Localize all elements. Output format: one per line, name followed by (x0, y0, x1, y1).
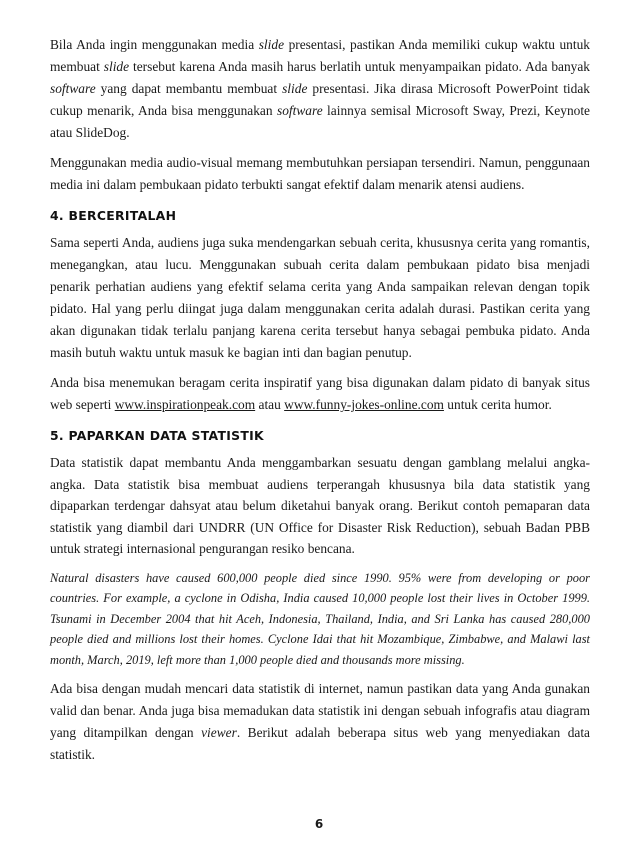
italic-term: slide (282, 81, 308, 96)
paragraph-statistics: Data statistik dapat membantu Anda menggambarkan sesuatu dengan gamblang melalui angka-angka. Data statistik bisa membuat audiens terperangah khususnya bila data statistik yang dipaparkan terdengar dahsyat atau belum diketahui banyak orang. Berikut contoh pemaparan data statistik yang diambil dari UNDRR (UN Office for Disaster Risk Reduction), sebuah Badan PBB untuk strategi internasional pengurangan resiko bencana. (50, 455, 590, 556)
italic-term: software (277, 103, 323, 118)
paragraph-statistics-sources (50, 678, 590, 766)
statistics-quote: Natural disasters have caused 600,000 people died since 1990. 95% were from developing or poor countries. For example, a cyclone in Odisha, India caused 10,000 people lost their lives in October 1999. Tsunami in December 2004 that hit Aceh, Indonesia, Thailand, India, and Sri Lanka has caused 280,000 people died and millions lost their homes. Cyclone Idai that hit Mozambique, Zimbabwe, and Malawi last month, March, 2019, left more than 1,000 people died and thousands more missing. (50, 570, 590, 667)
italic-term: viewer (201, 725, 237, 740)
paragraph-storytelling: Sama seperti Anda, audiens juga suka mendengarkan sebuah cerita, khususnya cerita yang romantis, menegangkan, atau lucu. Menggunakan subuah cerita dalam pembukaan pidato bisa menjadi penarik perhatian audiens yang efektif selama cerita yang Anda sampaikan relevan dengan topik pidato. Hal yang perlu diingat juga dalam menggunakan cerita adalah durasi. Pastikan cerita yang akan digunakan tidak terlalu panjang karena cerita tersebut hanya sebagai pembuka pidato. Anda masih butuh waktu untuk masuk ke bagian inti dan bagian penutup. (50, 235, 590, 360)
section-heading-5: 5. PAPARKAN DATA STATISTIK (50, 428, 264, 443)
italic-term: slide (258, 37, 285, 52)
text: Ada bisa dengan mudah mencari data statistik di internet, namun pastikan data yang Anda gunakan valid dan benar. Anda juga bisa memadukan data statistik ini dengan sebuah infografis atau diagram yang ditampilkan dengan (50, 681, 590, 740)
paragraph-audio-visual: Menggunakan media audio-visual memang membutuhkan persiapan tersendiri. Namun, penggunaan media ini dalam pembukaan pidato terbukti sangat efektif dalam menarik atensi audiens. (50, 155, 590, 192)
italic-term: software (50, 81, 96, 96)
text: atau (255, 397, 285, 412)
text: Anda bisa menemukan beragam cerita inspiratif yang bisa digunakan dalam pidato di banyak situs web seperti (50, 375, 590, 412)
italic-term: slide (103, 59, 130, 74)
text: yang dapat membantu membuat (95, 81, 283, 96)
text: . Berikut adalah beberapa situs web yang menyediakan data statistik. (50, 725, 590, 762)
text: tersebut karena Anda masih harus berlatih untuk menyampaikan pidato. Ada banyak (129, 59, 590, 74)
link-inspirationpeak[interactable]: www.inspirationpeak.com (114, 397, 256, 412)
text: untuk cerita humor. (443, 397, 552, 412)
section-heading-4: 4. BERCERITALAH (50, 208, 177, 223)
text: presentasi. Jika dirasa Microsoft PowerPoint tidak cukup menarik, Anda bisa menggunakan (50, 81, 590, 118)
page-number: 6 (314, 817, 324, 831)
text: Bila Anda ingin menggunakan media (50, 37, 259, 52)
document-page (50, 34, 590, 766)
link-funny-jokes-online[interactable]: www.funny-jokes-online.com (284, 397, 444, 412)
paragraph-story-sites (50, 372, 590, 416)
text: presentasi, pastikan Anda memiliki cukup waktu untuk membuat (50, 37, 590, 74)
text: lainnya semisal Microsoft Sway, Prezi, Keynote atau SlideDog. (50, 103, 591, 140)
paragraph-slide-software (50, 34, 590, 144)
